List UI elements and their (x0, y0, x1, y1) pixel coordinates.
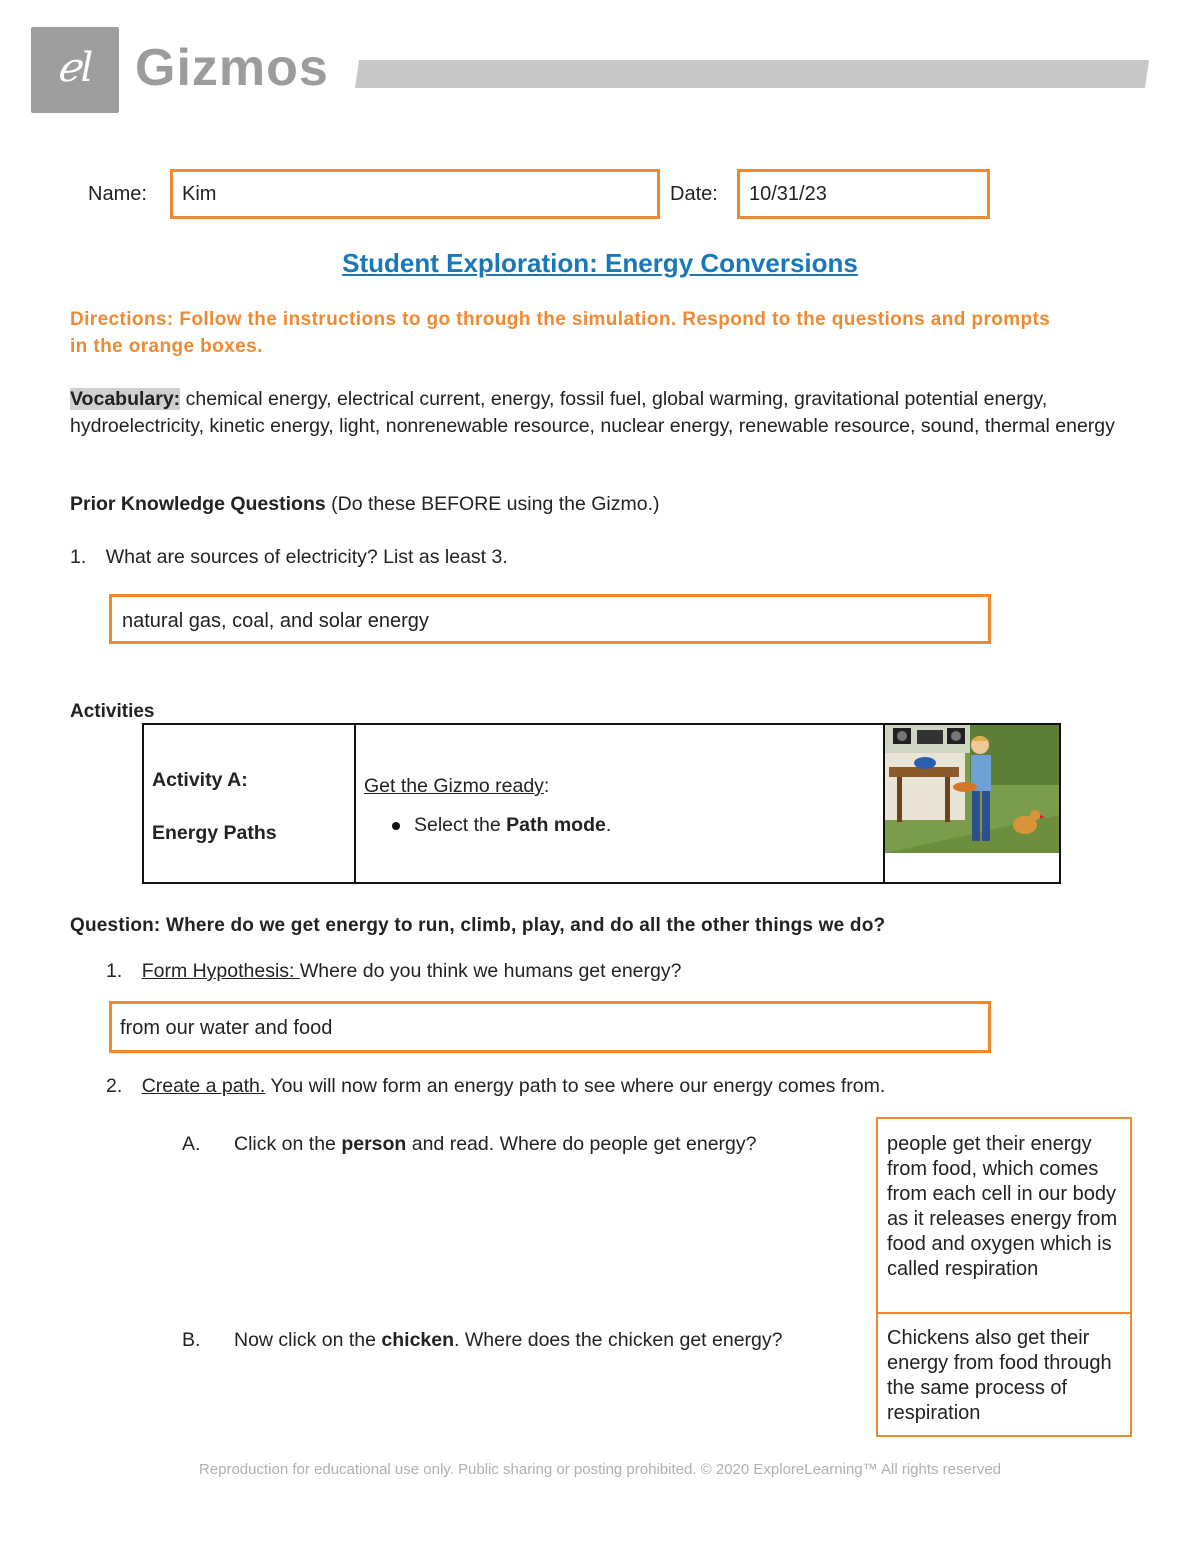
activity-label: Activity A: (152, 769, 248, 791)
question-heading: Question: Where do we get energy to run, climb, play, and do all the other things we do? (70, 915, 886, 936)
name-field[interactable] (170, 169, 660, 219)
footer-notice: Reproduction for educational use only. Public sharing or posting prohibited. © 2020 ExploreLearning™ All rights reserved (198, 1461, 1002, 1478)
item-text: Where do you think we humans get energy? (299, 960, 682, 982)
brand-name: Gizmos (135, 39, 329, 97)
explorelearning-logo-icon: ℯl (56, 45, 94, 91)
date-value: 10/31/23 (749, 183, 827, 205)
item-label: Form Hypothesis: (141, 960, 300, 982)
prior-answer-value: natural gas, coal, and solar energy (122, 610, 429, 632)
activity-instructions-cell (355, 724, 884, 883)
sub-letter: A. (182, 1133, 201, 1155)
gizmo-illustration-icon (885, 725, 1059, 853)
sub-suffix: and read. Where do people get energy? (406, 1133, 757, 1155)
question-item-1 (106, 960, 681, 983)
sub-item-a (182, 1133, 757, 1156)
sub-bold: person (341, 1133, 407, 1155)
prior-question-1 (70, 546, 508, 569)
sub-prefix: Click on the (234, 1133, 342, 1155)
item-text: You will now form an energy path to see where our energy comes from. (265, 1075, 886, 1097)
activity-table (142, 723, 1061, 884)
activity-name: Energy Paths (152, 822, 277, 844)
page-title: Student Exploration: Energy Conversions (342, 248, 858, 278)
step-suffix: . (605, 814, 612, 836)
item-number: 1. (106, 960, 123, 982)
question-text: What are sources of electricity? List as least 3. (105, 546, 508, 568)
vocabulary-text: chemical energy, electrical current, energy, fossil fuel, global warming, gravitational potential energy, hydroelectricity, kinetic energy, light, nonrenewable resource, nuclear energy, renewable resource, sound, thermal energy (70, 388, 1115, 437)
sub-prefix: Now click on the (234, 1329, 382, 1351)
vocabulary-label: Vocabulary: (70, 388, 181, 410)
prior-knowledge-heading (70, 493, 660, 516)
gizmo-ready-label: Get the Gizmo ready (364, 775, 544, 797)
question-number: 1. (70, 546, 87, 568)
directions: Directions: Follow the instructions to go through the simulation. Respond to the questions and prompts in the orange boxes. (70, 309, 1051, 357)
hypothesis-answer-field[interactable] (109, 1001, 991, 1053)
hypothesis-answer-value: from our water and food (120, 1017, 333, 1039)
prior-knowledge-note: (Do these BEFORE using the Gizmo.) (325, 493, 660, 515)
header-bar (355, 60, 1149, 88)
prior-answer-field[interactable] (109, 594, 991, 644)
sub-item-b (182, 1329, 782, 1352)
activity-title-cell (143, 724, 355, 883)
activity-image-cell (884, 724, 1060, 883)
gizmo-ready-colon: : (543, 775, 550, 797)
name-value: Kim (182, 183, 217, 205)
sub-bold: chicken (381, 1329, 455, 1351)
gizmo-step (356, 798, 883, 837)
date-field[interactable] (737, 169, 990, 219)
chicken-answer-value: Chickens also get their energy from food through the same process of respiration (887, 1327, 1112, 1424)
item-label: Create a path. (141, 1075, 266, 1097)
person-answer-value: people get their energy from food, which comes from each cell in our body as it releases energy from food and oxygen which is called respiration (887, 1133, 1118, 1280)
prior-knowledge-title: Prior Knowledge Questions (70, 493, 326, 515)
bullet-icon (392, 822, 400, 830)
sub-suffix: . Where does the chicken get energy? (454, 1329, 783, 1351)
step-bold: Path mode (506, 814, 606, 836)
name-label: Name: (88, 183, 147, 205)
item-number: 2. (106, 1075, 123, 1097)
person-answer-field[interactable] (876, 1117, 1132, 1314)
sub-letter: B. (182, 1329, 201, 1351)
activities-heading: Activities (70, 701, 155, 722)
explorelearning-logo (31, 27, 119, 113)
gizmo-ready (356, 725, 883, 798)
chicken-answer-field[interactable] (876, 1314, 1132, 1437)
question-item-2 (106, 1075, 885, 1098)
date-label: Date: (670, 183, 718, 205)
vocabulary (70, 386, 1130, 439)
step-prefix: Select the (414, 814, 507, 836)
